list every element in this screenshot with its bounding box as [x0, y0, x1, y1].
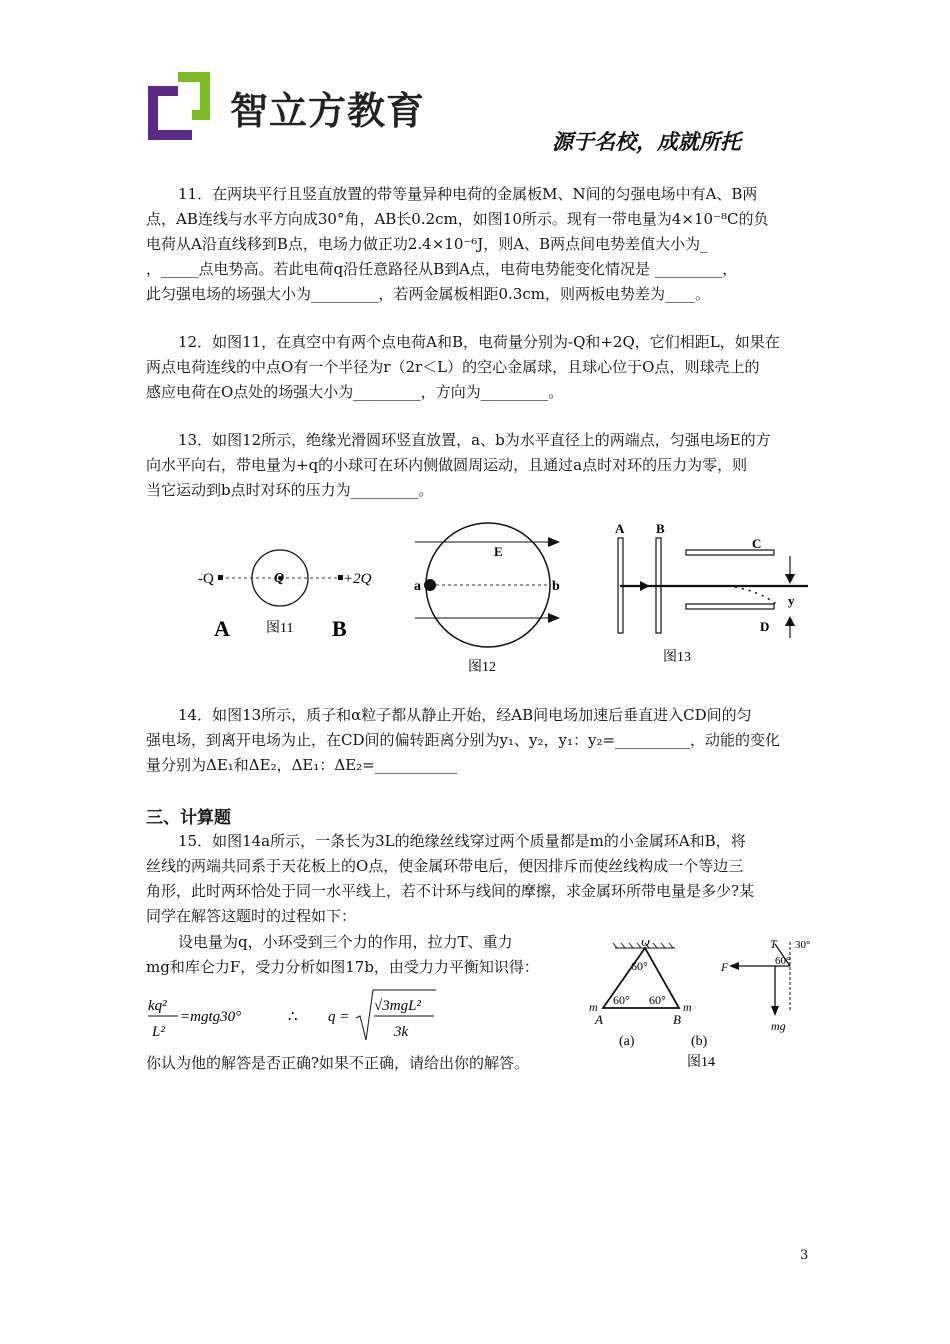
eq-sqrt-numerator: √3mgL²: [374, 998, 421, 1014]
fig13-plate-d: [686, 604, 774, 609]
fig14-label-a: A: [595, 1012, 603, 1027]
eq-rhs: =mgtg30°: [180, 1009, 242, 1025]
figure-13: [608, 518, 818, 668]
q14-line2: 强电场，到离开电场为止，在CD间的偏转距离分别为y₁、y₂，y₁：y₂=__________，动能的变化: [146, 731, 781, 749]
fig13-arrow-down-icon: [785, 574, 795, 584]
section-heading: 三、计算题: [146, 808, 231, 828]
q11-line2: 点，AB连线与水平方向成30°角，AB长0.2cm，如图10所示。现有一带电量为4×10⁻⁸C的负: [146, 210, 769, 228]
fig13-beam-arrow-icon: [640, 581, 650, 591]
q11-line5: 此匀强电场的场强大小为_________，若两金属板相距0.3cm，则两板电势差为____。: [146, 285, 710, 303]
fig12-caption: 图12: [468, 660, 496, 675]
logo-mark-icon: [148, 72, 210, 140]
eq-lhs-denominator: L²: [152, 1024, 165, 1040]
q11-line4: ，_____点电势高。若此电荷q沿任意路径从B到A点，电荷电势能变化情况是 _________，: [146, 260, 738, 278]
fig14-sub-b: (b): [691, 1034, 708, 1049]
q15-line5: 设电量为q，小环受到三个力的作用，拉力T、重力: [178, 933, 513, 951]
fig14-angle-left: 60°: [613, 993, 630, 1007]
fig14-label-t: T: [770, 940, 777, 951]
figure-12: [410, 518, 570, 678]
fig14-label-o: O: [641, 940, 650, 949]
fig11-caption: 图11: [266, 621, 294, 636]
fig13-caption: 图13: [663, 650, 691, 665]
brand-name: 智立方教育: [230, 89, 426, 133]
q12-line1: 12．如图11，在真空中有两个点电荷A和B，电荷量分别为-Q和+2Q，它们相距L，如果在: [178, 333, 780, 351]
fig14-sub-a: (a): [619, 1034, 635, 1049]
fig14-mass-right: m: [683, 1000, 692, 1014]
slogan: 源于名校，成就所托: [552, 129, 741, 154]
q11-line3: 电荷从A沿直线移到B点，电场力做正功2.4×10⁻⁶J，则A、B两点间电势差值大小为_: [146, 235, 708, 253]
q15-line2: 丝线的两端共同系于天花板上的O点，使金属环带电后，便因排斥而使丝线构成一个等边三: [146, 857, 744, 875]
eq-sqrt-denominator: 3k: [394, 1024, 409, 1040]
q13-line1: 13．如图12所示，绝缘光滑圆环竖直放置，a、b为水平直径上的两端点，匀强电场E的方: [178, 431, 771, 449]
fig13-deflection: [728, 586, 776, 604]
fig13-label-d: D: [760, 619, 770, 634]
fig12-label-a: a: [414, 579, 421, 594]
fig14-force-arrow-icon: [729, 962, 739, 970]
fig12-arrow-top-icon: [548, 537, 560, 547]
fig11-label-a: A: [214, 616, 230, 641]
fig14-label-mg: mg: [771, 1019, 786, 1033]
q12-line2: 两点电荷连线的中点O有一个半径为r（2r＜L）的空心金属球，且球心位于O点，则球壳上的: [146, 358, 760, 376]
fig11-center-label: Q: [274, 571, 285, 586]
q15-line4: 同学在解答这题时的过程如下：: [146, 907, 357, 925]
q14-line1: 14．如图13所示，质子和α粒子都从静止开始，经AB间电场加速后垂直进入CD间的匀: [178, 706, 752, 724]
fig12-ball: [424, 579, 436, 591]
eq-therefore: ∴: [288, 1009, 298, 1025]
fig14-angle-top: 60°: [631, 959, 648, 973]
fig13-label-y: y: [788, 593, 795, 608]
q15-solution: [146, 930, 576, 980]
q14-line3: 量分别为ΔE₁和ΔE₂，ΔE₁：ΔE₂=___________: [146, 756, 458, 774]
figure-11: [190, 540, 390, 650]
fig11-label-b: B: [332, 616, 347, 641]
logo: [148, 72, 210, 140]
fig13-arrow-up-icon: [785, 616, 795, 626]
fig14-label-b: B: [673, 1012, 681, 1027]
fig11-neg-charge: [218, 575, 223, 580]
fig13-label-b: B: [656, 521, 665, 536]
fig14-mass-left: m: [589, 1000, 598, 1014]
fig11-neg-label: -Q: [198, 571, 214, 587]
q13-line2: 向水平向右，带电量为+q的小球可在环内侧做圆周运动，且通过a点时对环的压力为零，则: [146, 456, 748, 474]
q11-line1: 11．在两块平行且竖直放置的带等量异种电荷的金属板M、N间的匀强电场中有A、B两: [178, 185, 758, 203]
fig14-angle-60: 60°: [775, 955, 791, 967]
question-14: [146, 703, 812, 778]
q15-line1: 15．如图14a所示，一条长为3L的绝缘丝线穿过两个质量都是m的小金属环A和B，将: [178, 832, 746, 850]
fig14-caption: 图14: [687, 1055, 715, 1070]
fig12-arrow-bottom-icon: [548, 613, 560, 623]
fig13-label-a: A: [615, 521, 625, 536]
fig14-label-f: F: [721, 960, 729, 974]
eq-q: q =: [328, 1009, 350, 1025]
q13-line3: 当它运动到b点时对环的压力为_________。: [146, 481, 434, 499]
question-15: [146, 829, 812, 929]
q15-line6: mg和库仑力F，受力分析如图17b，由受力力平衡知识得：: [146, 958, 539, 976]
fig12-label-b: b: [552, 579, 560, 594]
fig14-angle-right: 60°: [649, 993, 666, 1007]
eq-lhs-numerator: kq²: [148, 998, 167, 1014]
fig13-label-c: C: [752, 536, 762, 551]
fig14-gravity-arrow-icon: [771, 1006, 779, 1016]
q15-line7: 你认为他的解答是否正确?如果不正确，请给出你的解答。: [146, 1054, 530, 1072]
question-13: [146, 428, 812, 503]
figure-14: [585, 940, 825, 1075]
question-12: [146, 330, 812, 405]
q15-line3: 角形，此时两环恰处于同一水平线上，若不计环与线间的摩擦，求金属环所带电量是多少?某: [146, 882, 755, 900]
q12-line3: 感应电荷在O点处的场强大小为_________，方向为_________。: [146, 383, 564, 401]
question-11: [146, 182, 812, 307]
fig14-angle-30: 30°: [795, 940, 811, 951]
page-number: 3: [800, 1248, 809, 1263]
fig12-label-e: E: [494, 544, 503, 559]
fig11-pos-label: +2Q: [343, 571, 372, 587]
solution-equation: [146, 988, 446, 1048]
